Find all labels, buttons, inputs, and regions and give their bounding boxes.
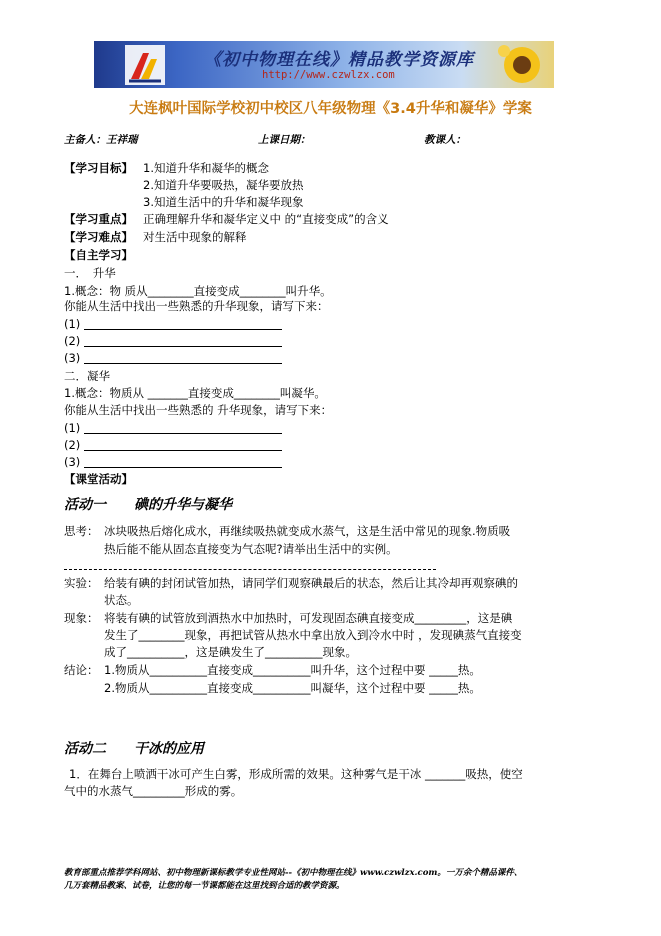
answer-line[interactable] [84,467,282,468]
sublimation-prompt: 你能从生活中找出一些熟悉的升华现象，请写下来： [64,299,329,313]
answer-line[interactable] [84,363,282,364]
teacher: 教课人： [424,134,466,146]
class-date: 上课日期： [258,134,311,146]
banner-url[interactable]: http://www.czwlzx.com [262,69,395,81]
difficulty-label: 【学习难点】 [64,230,133,244]
key-point-label: 【学习重点】 [64,212,133,226]
answer-line[interactable] [84,329,282,330]
question-text: 气中的水蒸气_________形成的雾。 [64,784,243,798]
answer-label: (3) [64,351,81,365]
deposition-concept: 1.概念：物质从 _______直接变成________叫凝华。 [64,386,326,400]
sublimation-heading: 一． 升华 [64,266,116,280]
answer-line[interactable] [84,433,282,434]
phenomenon-text: 将装有碘的试管放到酒热水中加热时，可发现固态碘直接变成_________，这是碘 [104,611,513,625]
deposition-prompt: 你能从生活中找出一些熟悉的 升华现象，请写下来： [64,403,333,417]
experiment-label: 实验： [64,576,99,590]
goals-label: 【学习目标】 [64,161,133,175]
think-label: 思考： [64,524,99,538]
experiment-text: 给装有碘的封闭试管加热，请同学们观察碘最后的状态，然后让其冷却再观察碘的 [104,576,518,590]
self-study-label: 【自主学习】 [64,248,133,262]
key-point-text: 正确理解升华和凝华定义中 的“直接变成”的含义 [143,212,389,226]
question-text: 1．在舞台上喷洒干冰可产生白雾，形成所需的效果。这种雾气是干冰 _______吸热，使空 [69,767,523,781]
sunflower-icon [494,43,550,87]
preparer: 主备人：王祥瑞 [64,134,138,146]
activity1-title: 活动一 碘的升华与凝华 [64,497,232,513]
answer-label: (3) [64,455,81,469]
logo-icon [125,45,165,85]
difficulty-text: 对生活中现象的解释 [143,230,247,244]
footer-line: 教育部重点推荐学科网站、初中物理新课标教学专业性网站--《初中物理在线》www.czwlzx.com。一万余个精品课件、 [64,868,523,878]
phenomenon-label: 现象： [64,611,99,625]
banner-title: 《初中物理在线》精品教学资源库 [204,50,474,70]
page-title: 大连枫叶国际学校初中校区八年级物理《3.4升华和凝华》学案 [129,101,532,117]
conclusion-label: 结论： [64,663,99,677]
phenomenon-text: 发生了________现象，再把试管从热水中拿出放入到冷水中时 ，发现碘蒸气直接变 [104,628,522,642]
class-activity-label: 【课堂活动】 [64,472,133,486]
answer-label: (2) [64,438,81,452]
answer-line[interactable] [64,569,436,570]
deposition-heading: 二．凝华 [64,369,110,383]
think-text: 热后能不能从固态直接变为气态呢?请举出生活中的实例。 [104,542,398,556]
think-text: 冰块吸热后熔化成水，再继续吸热就变成水蒸气，这是生活中常见的现象.物质吸 [104,524,511,538]
conclusion-text: 1.物质从__________直接变成__________叫升华，这个过程中要 _____热。 [104,663,481,677]
answer-label: (2) [64,334,81,348]
answer-line[interactable] [84,346,282,347]
experiment-text: 状态。 [104,593,139,607]
activity2-title: 活动二 干冰的应用 [64,741,204,757]
goal-item: 1.知道升华和凝华的概念 [143,161,269,175]
footer-line: 几万套精品教案、试卷，让您的每一节课都能在这里找到合适的教学资源。 [64,881,345,891]
goal-item: 2.知道升华要吸热，凝华要放热 [143,178,304,192]
sublimation-concept: 1.概念：物 质从________直接变成________叫升华。 [64,284,332,298]
phenomenon-text: 成了__________，这是碘发生了__________现象。 [104,645,357,659]
conclusion-text: 2.物质从__________直接变成__________叫凝华，这个过程中要 _____热。 [104,681,481,695]
answer-label: (1) [64,421,81,435]
answer-label: (1) [64,317,81,331]
header-banner [94,41,554,88]
answer-line[interactable] [84,450,282,451]
goal-item: 3.知道生活中的升华和凝华现象 [143,195,304,209]
